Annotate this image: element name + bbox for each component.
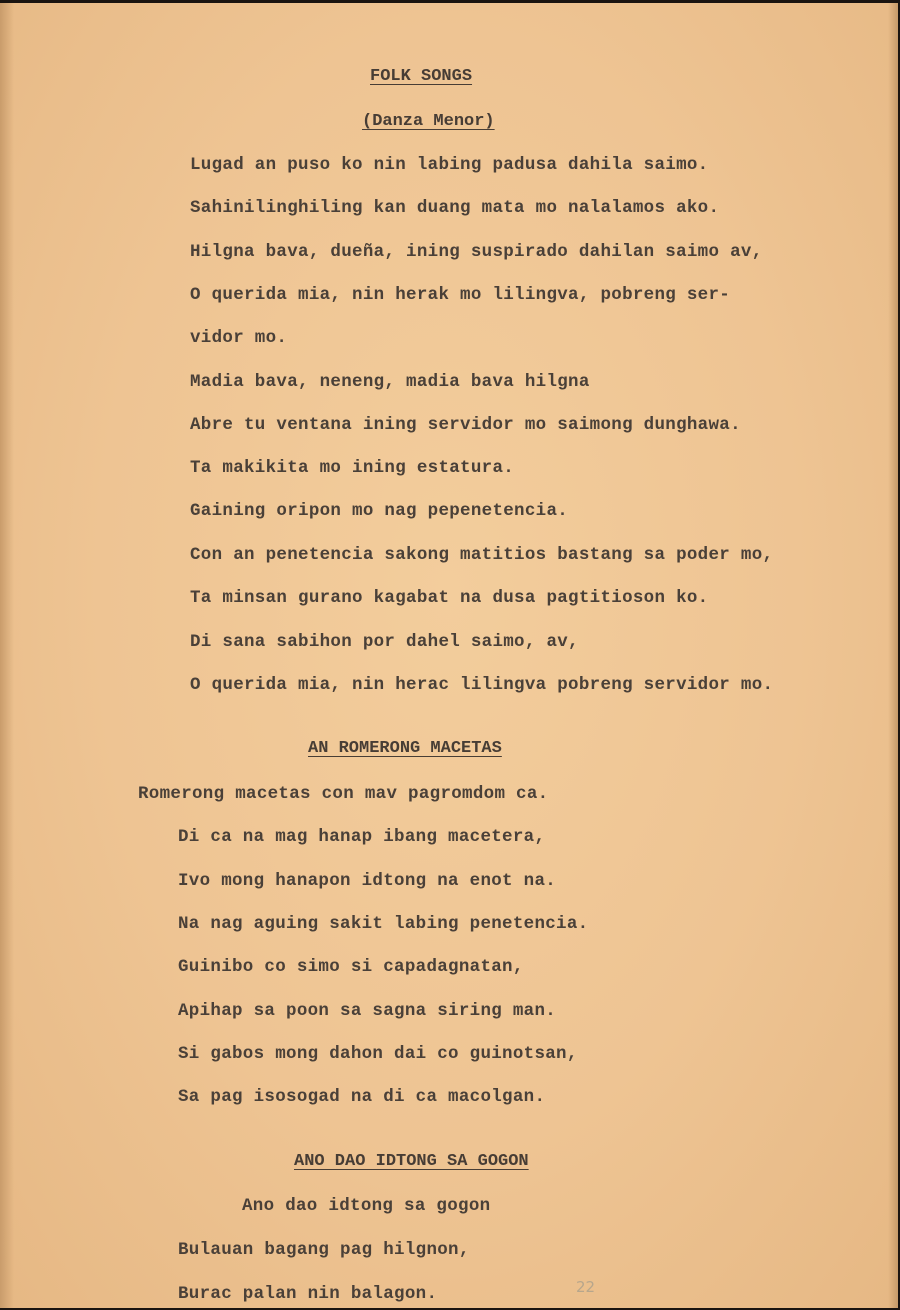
section-2-line: Romerong macetas con mav pagromdom ca. bbox=[138, 784, 549, 804]
section-1-line: Hilgna bava, dueña, ining suspirado dahilan saimo av, bbox=[190, 242, 763, 262]
section-1-line: Con an penetencia sakong matitios bastang sa poder mo, bbox=[190, 545, 774, 565]
section-1-line: Gaining oripon mo nag pepenetencia. bbox=[190, 501, 569, 521]
section-1-line: Ta makikita mo ining estatura. bbox=[190, 458, 515, 478]
section-1-line: Ta minsan gurano kagabat na dusa pagtitioson ko. bbox=[190, 588, 709, 608]
section-2-title: AN ROMERONG MACETAS bbox=[308, 739, 502, 758]
document-page bbox=[0, 3, 898, 1308]
section-2-line: Di ca na mag hanap ibang macetera, bbox=[178, 827, 546, 847]
section-1-line: O querida mia, nin herac lilingva pobreng servidor mo. bbox=[190, 675, 774, 695]
section-3-line: Bulauan bagang pag hilgnon, bbox=[178, 1240, 470, 1260]
section-2-line: Guinibo co simo si capadagnatan, bbox=[178, 957, 524, 977]
section-3-title: ANO DAO IDTONG SA GOGON bbox=[294, 1152, 529, 1171]
section-1-title: FOLK SONGS bbox=[370, 67, 473, 86]
section-2-line: Sa pag isosogad na di ca macolgan. bbox=[178, 1087, 546, 1107]
section-1-line: Lugad an puso ko nin labing padusa dahila saimo. bbox=[190, 155, 709, 175]
section-2-line: Si gabos mong dahon dai co guinotsan, bbox=[178, 1044, 578, 1064]
section-3-line: Ano dao idtong sa gogon bbox=[242, 1196, 491, 1216]
section-1-line: Madia bava, neneng, madia bava hilgna bbox=[190, 372, 590, 392]
section-2-line: Na nag aguing sakit labing penetencia. bbox=[178, 914, 589, 934]
section-1-line: Sahinilinghiling kan duang mata mo nalalamos ako. bbox=[190, 198, 720, 218]
section-1-line: Di sana sabihon por dahel saimo, av, bbox=[190, 632, 579, 652]
section-2-line: Ivo mong hanapon idtong na enot na. bbox=[178, 871, 557, 891]
section-3-line: Burac palan nin balagon. bbox=[178, 1284, 438, 1304]
page-number: 22 bbox=[576, 1278, 596, 1296]
section-1-line: vidor mo. bbox=[190, 328, 288, 348]
section-1-subtitle: (Danza Menor) bbox=[362, 112, 495, 131]
section-1-line: O querida mia, nin herak mo lilingva, pobreng ser- bbox=[190, 285, 731, 305]
section-2-line: Apihap sa poon sa sagna siring man. bbox=[178, 1001, 557, 1021]
section-1-line: Abre tu ventana ining servidor mo saimong dunghawa. bbox=[190, 415, 741, 435]
